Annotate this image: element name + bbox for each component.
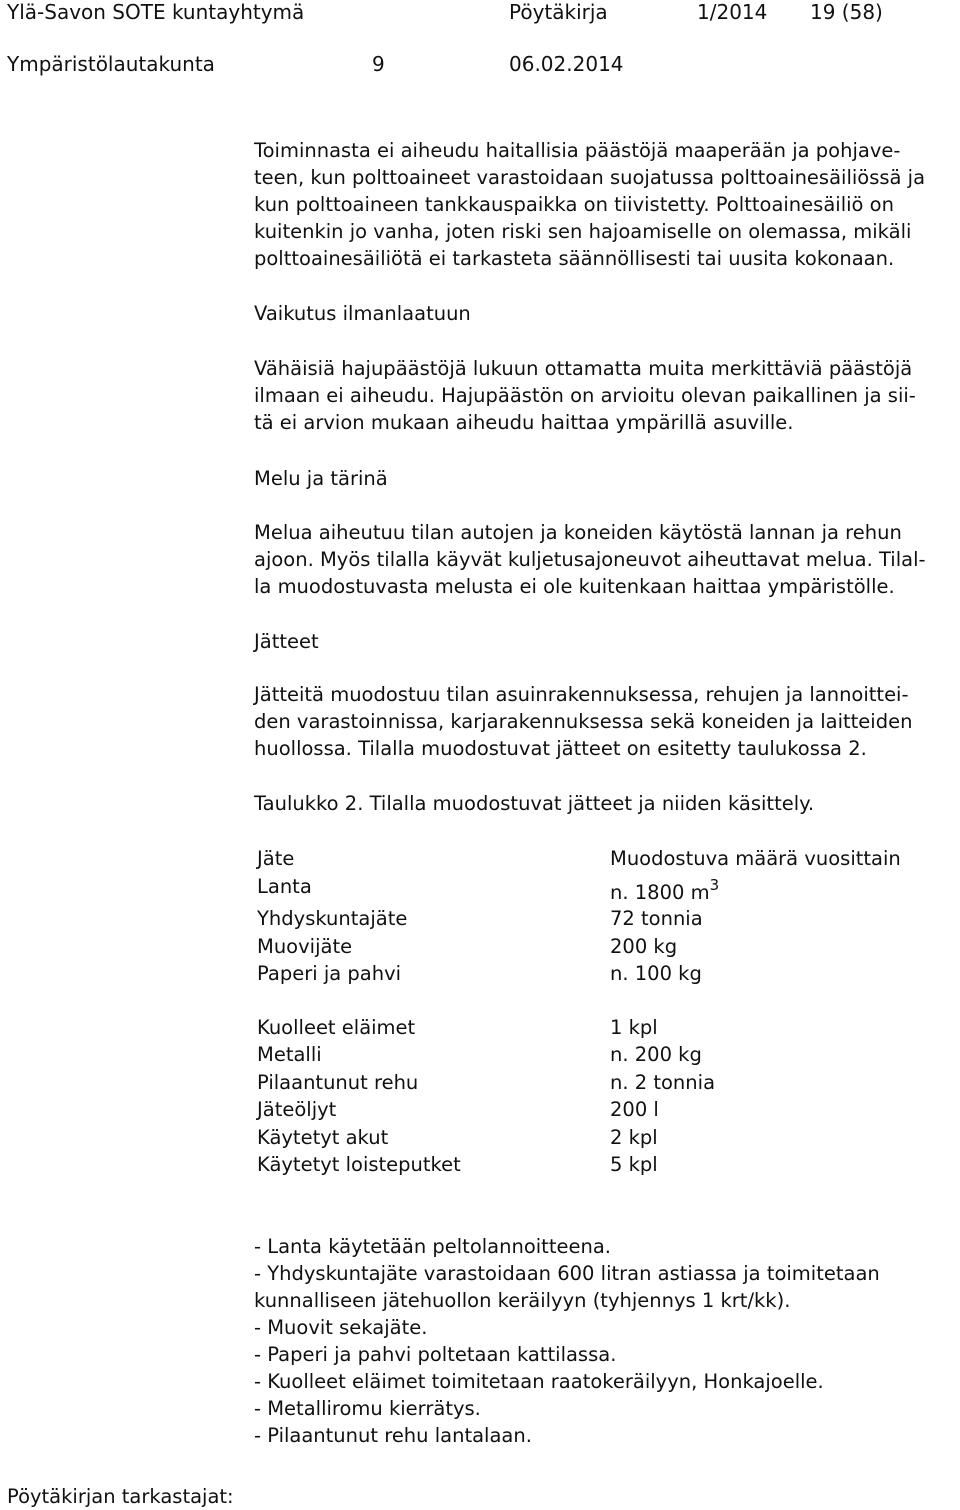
note-line: - Lanta käytetään peltolannoitteena. bbox=[254, 1235, 611, 1258]
waste-handling-notes bbox=[254, 1233, 880, 1449]
amount-text: n. 1800 m bbox=[610, 881, 710, 904]
paragraph-line: Vähäisiä hajupäästöjä lukuun ottamatta muita merkittäviä päästöjä bbox=[254, 357, 913, 380]
amount-cell: 5 kpl bbox=[610, 1153, 658, 1176]
paragraph-line: ilmaan ei aiheudu. Hajupäästön on arvioitu olevan paikallinen ja sii- bbox=[254, 384, 916, 407]
waste-cell: Käytetyt loisteputket bbox=[257, 1153, 461, 1176]
table-header-row bbox=[0, 845, 960, 872]
table-row bbox=[0, 1096, 960, 1123]
amount-cell: n. 100 kg bbox=[610, 962, 702, 985]
waste-cell: Pilaantunut rehu bbox=[257, 1071, 419, 1094]
amount-cell: 200 kg bbox=[610, 935, 678, 958]
paragraph-line: tä ei arvion mukaan aiheudu haittaa ympärillä asuville. bbox=[254, 411, 794, 434]
paragraph-line: teen, kun polttoaineet varastoidaan suojatussa polttoainesäiliössä ja bbox=[254, 166, 926, 189]
note-line: kunnalliseen jätehuollon keräilyyn (tyhjennys 1 krt/kk). bbox=[254, 1289, 791, 1312]
paragraph-line: la muodostuvasta melusta ei ole kuitenkaan haittaa ympäristölle. bbox=[254, 575, 895, 598]
note-line: - Muovit sekajäte. bbox=[254, 1316, 428, 1339]
waste-cell: Kuolleet eläimet bbox=[257, 1016, 416, 1039]
document-number: 1/2014 bbox=[697, 0, 768, 24]
table-row bbox=[0, 1014, 960, 1041]
paragraph-line: den varastoinnissa, karjarakennuksessa sekä koneiden ja laitteiden bbox=[254, 710, 913, 733]
reviewers-label: Pöytäkirjan tarkastajat: bbox=[7, 1485, 234, 1508]
note-line: - Pilaantunut rehu lantalaan. bbox=[254, 1424, 532, 1447]
waste-cell: Lanta bbox=[257, 875, 312, 898]
groundwater-paragraph bbox=[254, 137, 960, 272]
note-line: - Yhdyskuntajäte varastoidaan 600 litran astiassa ja toimitetaan bbox=[254, 1262, 880, 1285]
table-row bbox=[0, 1041, 960, 1068]
column-header-amount: Muodostuva määrä vuosittain bbox=[610, 847, 901, 870]
waste-cell: Muovijäte bbox=[257, 935, 353, 958]
paragraph-line: ajoon. Myös tilalla käyvät kuljetusajoneuvot aiheuttavat melua. Tilal- bbox=[254, 548, 926, 571]
table-row bbox=[0, 1151, 960, 1178]
amount-cell: n. 200 kg bbox=[610, 1043, 702, 1066]
amount-cell: 72 tonnia bbox=[610, 907, 703, 930]
superscript-cube: 3 bbox=[709, 875, 720, 894]
waste-cell: Käytetyt akut bbox=[257, 1126, 389, 1149]
table-row bbox=[0, 873, 960, 904]
meeting-date: 06.02.2014 bbox=[509, 52, 624, 76]
waste-cell: Yhdyskuntajäte bbox=[257, 907, 408, 930]
waste-cell: Jäteöljyt bbox=[257, 1098, 337, 1121]
amount-cell: n. 2 tonnia bbox=[610, 1071, 716, 1094]
noise-paragraph bbox=[254, 519, 960, 600]
column-header-waste: Jäte bbox=[257, 847, 295, 870]
heading-air-quality: Vaikutus ilmanlaatuun bbox=[254, 302, 471, 325]
heading-noise: Melu ja tärinä bbox=[254, 467, 388, 490]
heading-waste: Jätteet bbox=[254, 630, 319, 653]
document-type: Pöytäkirja bbox=[509, 0, 608, 24]
waste-cell: Metalli bbox=[257, 1043, 322, 1066]
amount-cell: 200 l bbox=[610, 1098, 659, 1121]
paragraph-line: polttoainesäiliötä ei tarkasteta säännöllisesti tai uusita kokonaan. bbox=[254, 247, 895, 270]
paragraph-line: huollossa. Tilalla muodostuvat jätteet on esitetty taulukossa 2. bbox=[254, 737, 867, 760]
table-row bbox=[0, 1124, 960, 1151]
amount-cell: 1 kpl bbox=[610, 1016, 658, 1039]
waste-cell: Paperi ja pahvi bbox=[257, 962, 402, 985]
table-row bbox=[0, 905, 960, 932]
section-number: 9 bbox=[372, 52, 385, 76]
waste-paragraph bbox=[254, 681, 960, 762]
amount-cell bbox=[610, 875, 720, 906]
paragraph-line: Melua aiheutuu tilan autojen ja koneiden käytöstä lannan ja rehun bbox=[254, 521, 902, 544]
amount-cell: 2 kpl bbox=[610, 1126, 658, 1149]
paragraph-line: Toiminnasta ei aiheudu haitallisia päästöjä maaperään ja pohjave- bbox=[254, 139, 901, 162]
table-row bbox=[0, 1069, 960, 1096]
note-line: - Metalliromu kierrätys. bbox=[254, 1397, 481, 1420]
committee-name: Ympäristölautakunta bbox=[7, 52, 215, 76]
note-line: - Paperi ja pahvi poltetaan kattilassa. bbox=[254, 1343, 617, 1366]
page-number: 19 (58) bbox=[810, 0, 883, 24]
table-row bbox=[0, 933, 960, 960]
note-line: - Kuolleet eläimet toimitetaan raatokeräilyyn, Honkajoelle. bbox=[254, 1370, 824, 1393]
table-caption: Taulukko 2. Tilalla muodostuvat jätteet ja niiden käsittely. bbox=[254, 792, 815, 815]
paragraph-line: kuitenkin jo vanha, joten riski sen hajoamiselle on olemassa, mikäli bbox=[254, 220, 912, 243]
organization-name: Ylä-Savon SOTE kuntayhtymä bbox=[7, 0, 305, 24]
paragraph-line: Jätteitä muodostuu tilan asuinrakennuksessa, rehujen ja lannoittei- bbox=[254, 683, 909, 706]
table-row bbox=[0, 960, 960, 987]
paragraph-line: kun polttoaineen tankkauspaikka on tiivistetty. Polttoainesäiliö on bbox=[254, 193, 894, 216]
air-quality-paragraph bbox=[254, 355, 960, 436]
